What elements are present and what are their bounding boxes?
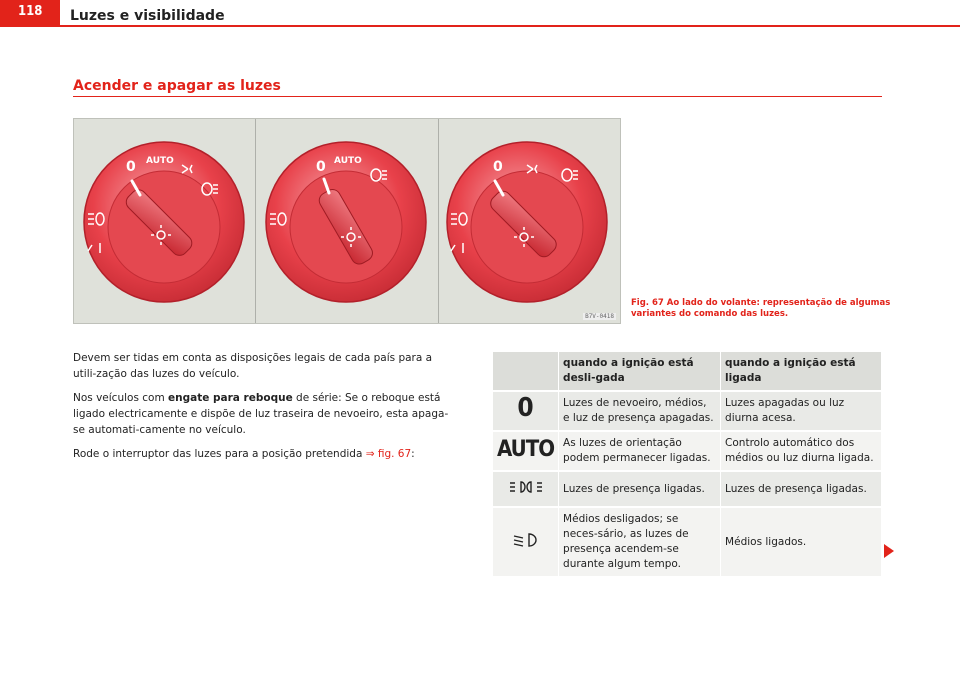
body-text <box>73 350 453 470</box>
figure-reference-link[interactable]: ⇒ fig. 67 <box>365 448 412 460</box>
next-page-arrow-icon[interactable] <box>884 544 894 558</box>
light-switch-dial-icon <box>439 119 619 323</box>
page-number-box <box>0 0 60 26</box>
svg-text:0: 0 <box>126 159 136 175</box>
table-row <box>493 391 882 431</box>
figure-caption: Fig. 67 Ao lado do volante: representação de algumas variantes do comando das luzes. <box>631 298 891 319</box>
light-switch-figure <box>73 118 621 324</box>
table-symbol-cell <box>493 471 559 507</box>
section-title: Acender e apagar as luzes <box>73 78 281 94</box>
light-switch-dial-icon <box>256 119 436 323</box>
table-symbol-cell <box>493 431 559 471</box>
switch-variant-2 <box>256 119 438 323</box>
table-header-ignition-on: quando a ignição está ligada <box>721 352 882 391</box>
header-divider <box>0 25 960 27</box>
svg-text:0: 0 <box>492 159 503 175</box>
section-divider <box>73 96 882 97</box>
table-row <box>493 507 882 576</box>
table-cell: Luzes de nevoeiro, médios, e luz de presença apagadas. <box>559 391 721 431</box>
chapter-title: Luzes e visibilidade <box>70 8 225 24</box>
table-cell: Luzes de presença ligadas. <box>721 471 882 507</box>
svg-text:AUTO: AUTO <box>146 156 174 166</box>
table-symbol-cell <box>493 507 559 576</box>
position-zero-symbol: 0 <box>517 393 534 423</box>
table-cell: Luzes apagadas ou luz diurna acesa. <box>721 391 882 431</box>
switch-variant-3 <box>439 119 620 323</box>
table-cell: Médios ligados. <box>721 507 882 576</box>
paragraph-legal: Devem ser tidas em conta as disposições legais de cada país para a utili-zação das luzes do veículo. <box>73 352 433 380</box>
table-header-symbol <box>493 352 559 391</box>
page-number: 118 <box>18 4 43 19</box>
low-beam-icon <box>513 532 539 548</box>
light-positions-table <box>493 352 882 576</box>
table-cell: Luzes de presença ligadas. <box>559 471 721 507</box>
paragraph-instruction: Rode o interruptor das luzes para a posição pretendida ⇒ fig. 67: <box>73 448 415 460</box>
table-header-row <box>493 352 882 391</box>
table-cell: As luzes de orientação podem permanecer ligadas. <box>559 431 721 471</box>
switch-variant-1 <box>74 119 256 323</box>
svg-text:0: 0 <box>316 159 327 175</box>
position-auto-symbol: AUTO <box>497 436 555 462</box>
light-switch-dial-icon <box>74 119 254 323</box>
table-row <box>493 471 882 507</box>
table-cell: Médios desligados; se neces-sário, as luzes de presença acendem-se durante algum tempo. <box>559 507 721 576</box>
table-cell: Controlo automático dos médios ou luz diurna ligada. <box>721 431 882 471</box>
table-symbol-cell <box>493 391 559 431</box>
parking-light-icon <box>509 480 543 494</box>
table-header-ignition-off: quando a ignição está desli-gada <box>559 352 721 391</box>
svg-text:AUTO: AUTO <box>334 156 363 166</box>
figure-id: B7V-0418 <box>585 313 614 320</box>
paragraph-trailer: Nos veículos com engate para reboque de série: Se o reboque está ligado electricamente e dispõe de luz traseira de nevoeiro, esta apaga-se automati-camente no veículo. <box>73 392 449 436</box>
trailer-hitch-term: engate para reboque <box>168 392 293 404</box>
table-row <box>493 431 882 471</box>
